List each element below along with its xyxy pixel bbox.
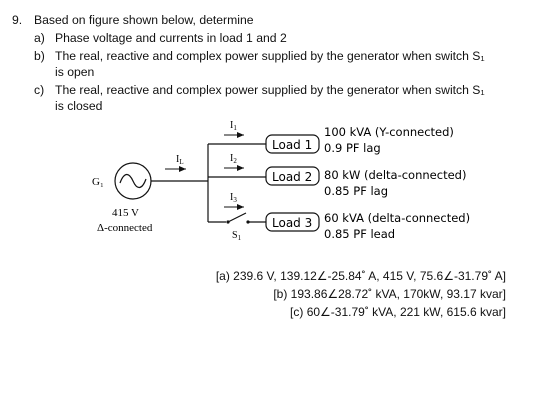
load-3-spec: 60 kVA (delta-connected) <box>324 211 471 225</box>
branch-1-current: $I_1$ <box>230 120 237 132</box>
answer-b: [b) 193.86∠28.72˚ kVA, 170kW, 93.17 kvar] <box>273 287 506 301</box>
load-3-name: Load 3 <box>272 216 313 230</box>
switch-blade <box>228 213 246 222</box>
load-1-name: Load 1 <box>272 138 313 152</box>
load-2-name: Load 2 <box>272 170 313 184</box>
branch-3-current: $I_3$ <box>230 192 237 204</box>
load-1-pf: 0.9 PF lag <box>324 141 381 155</box>
load-2-pf: 0.85 PF lag <box>324 184 389 198</box>
part-b-text-line2: is open <box>55 65 95 79</box>
part-b-text-line1: The real, reactive and complex power supplied by the generator when switch S₁ <box>55 49 485 63</box>
load-2-spec: 80 kW (delta-connected) <box>324 168 467 182</box>
part-a-label: a) <box>34 31 45 45</box>
generator-voltage: 415 V <box>112 207 139 219</box>
answer-c: [c) 60∠-31.79˚ kVA, 221 kW, 615.6 kvar] <box>290 305 506 319</box>
part-c-text-line1: The real, reactive and complex power supplied by the generator when switch S₁ <box>55 83 485 97</box>
load-1-spec: 100 kVA (Y-connected) <box>324 125 454 139</box>
load-3-pf: 0.85 PF lead <box>324 227 396 241</box>
part-c-text-line2: is closed <box>55 99 103 113</box>
branch-2-current: $I_2$ <box>230 153 237 165</box>
sine-wave-icon <box>120 174 146 187</box>
part-b-label: b) <box>34 49 45 63</box>
answer-a: [a) 239.6 V, 139.12∠-25.84˚ A, 415 V, 75.6∠-31.79˚ A] <box>215 269 506 283</box>
generator-connection: Δ-connected <box>97 222 153 234</box>
generator-label: G₁ <box>92 176 104 188</box>
line-current-label: $I_L$ <box>176 154 184 166</box>
question-number: 9. <box>12 13 23 27</box>
part-a-text: Phase voltage and currents in load 1 and 2 <box>55 31 287 45</box>
switch-label: $S_1$ <box>232 230 242 242</box>
question-stem: Based on figure shown below, determine <box>34 13 254 27</box>
part-c-label: c) <box>34 83 45 97</box>
